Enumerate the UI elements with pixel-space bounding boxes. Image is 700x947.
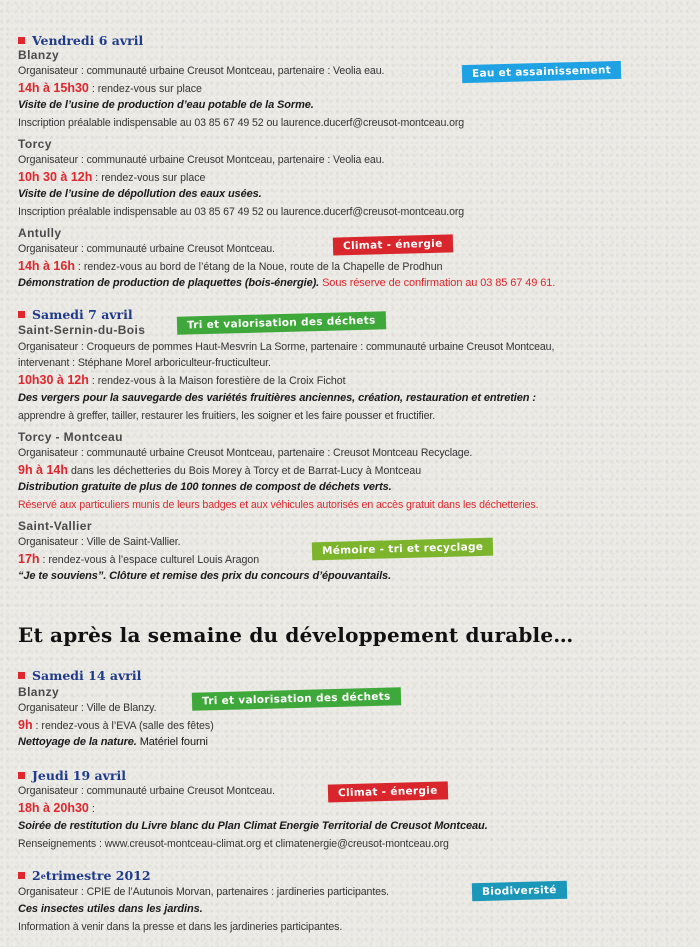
event-time: 10h 30 à 12h : rendez-vous sur place xyxy=(18,170,206,184)
page-title: Et après la semaine du développement durable… xyxy=(18,623,574,647)
event-time: 10h30 à 12h : rendez-vous à la Maison forestière de la Croix Fichot xyxy=(18,373,346,387)
event-organizer: Organisateur : communauté urbaine Creusot Montceau. xyxy=(18,785,275,797)
event-organizer: Organisateur : Croqueurs de pommes Haut-Mesvrin La Sorme, partenaire : communauté urbaine Creusot Montceau, xyxy=(18,341,555,353)
event-activity: Démonstration de production de plaquettes (bois-énergie). Sous réserve de confirmation au 03 85 67 49 61. xyxy=(18,277,556,289)
event-location: Saint-Vallier xyxy=(18,519,92,533)
bullet-square-icon xyxy=(18,672,25,679)
event-time: 18h à 20h30 : xyxy=(18,801,95,815)
event-intervenant: intervenant : Stéphane Morel arboriculteur-fructiculteur. xyxy=(18,357,271,369)
event-location: Blanzy xyxy=(18,685,60,699)
section-heading: Vendredi 6 avril xyxy=(18,33,143,48)
bullet-square-icon xyxy=(18,872,25,879)
event-activity: Distribution gratuite de plus de 100 tonnes de compost de déchets verts. xyxy=(18,481,392,493)
theme-tag: Tri et valorisation des déchets xyxy=(177,311,386,334)
event-organizer: Organisateur : Ville de Saint-Vallier. xyxy=(18,536,181,548)
event-time: 14h à 16h : rendez-vous au bord de l’étang de la Noue, route de la Chapelle de Prodhun xyxy=(18,259,443,273)
theme-tag: Biodiversité xyxy=(472,881,567,901)
event-note: Sous réserve de confirmation au 03 85 67 49 61. xyxy=(319,277,556,289)
event-info: Inscription préalable indispensable au 03 85 67 49 52 ou laurence.ducerf@creusot-montceau.org xyxy=(18,206,465,218)
event-activity: “Je te souviens”. Clôture et remise des prix du concours d’épouvantails. xyxy=(18,570,392,582)
event-activity-detail: apprendre à greffer, tailler, restaurer les fruitiers, les soigner et les faire pousser et fructifier. xyxy=(18,410,436,422)
event-location: Saint-Sernin-du-Bois xyxy=(18,323,146,337)
event-time: 9h : rendez-vous à l’EVA (salle des fêtes) xyxy=(18,718,214,732)
event-info: Renseignements : www.creusot-montceau-climat.org et climatenergie@creusot-montceau.org xyxy=(18,838,449,850)
theme-tag: Mémoire - tri et recyclage xyxy=(312,538,494,561)
section-heading: Samedi 7 avril xyxy=(18,307,133,322)
event-organizer: Organisateur : communauté urbaine Creusot Montceau. xyxy=(18,243,275,255)
event-location: Antully xyxy=(18,226,62,240)
event-location: Torcy - Montceau xyxy=(18,430,123,444)
section-heading: Jeudi 19 avril xyxy=(18,768,126,783)
event-organizer: Organisateur : communauté urbaine Creusot Montceau, partenaire : Creusot Montceau Recyclage. xyxy=(18,447,473,459)
event-activity: Nettoyage de la nature. Matériel fourni xyxy=(18,736,208,748)
event-activity: Visite de l’usine de production d’eau potable de la Sorme. xyxy=(18,99,314,111)
event-organizer: Organisateur : communauté urbaine Creusot Montceau, partenaire : Veolia eau. xyxy=(18,65,385,77)
theme-tag: Eau et assainissement xyxy=(462,61,621,83)
theme-tag: Climat - énergie xyxy=(333,234,453,255)
event-organizer: Organisateur : communauté urbaine Creusot Montceau, partenaire : Veolia eau. xyxy=(18,154,385,166)
event-location: Blanzy xyxy=(18,48,60,62)
bullet-square-icon xyxy=(18,37,25,44)
event-activity: Visite de l’usine de dépollution des eaux usées. xyxy=(18,188,262,200)
theme-tag: Climat - énergie xyxy=(328,781,448,802)
bullet-square-icon xyxy=(18,311,25,318)
event-organizer: Organisateur : Ville de Blanzy. xyxy=(18,702,157,714)
event-activity: Ces insectes utiles dans les jardins. xyxy=(18,903,203,915)
section-heading: Samedi 14 avril xyxy=(18,668,141,683)
event-location: Torcy xyxy=(18,137,52,151)
theme-tag: Tri et valorisation des déchets xyxy=(192,687,401,710)
event-note: Réservé aux particuliers munis de leurs badges et aux véhicules autorisés en accès gratuit dans les déchetteries. xyxy=(18,499,539,511)
event-time: 17h : rendez-vous à l’espace culturel Louis Aragon xyxy=(18,552,260,566)
event-time: 9h à 14h dans les déchetteries du Bois Morey à Torcy et de Barrat-Lucy à Montceau xyxy=(18,463,422,477)
section-heading: 2 e trimestre 2012 xyxy=(18,868,151,883)
event-info: Inscription préalable indispensable au 03 85 67 49 52 ou laurence.ducerf@creusot-montceau.org xyxy=(18,117,465,129)
event-info: Information à venir dans la presse et dans les jardineries participantes. xyxy=(18,921,343,933)
event-activity: Soirée de restitution du Livre blanc du Plan Climat Energie Territorial de Creusot Montceau. xyxy=(18,820,488,832)
event-organizer: Organisateur : CPIE de l’Autunois Morvan, partenaires : jardineries participantes. xyxy=(18,886,390,898)
bullet-square-icon xyxy=(18,772,25,779)
event-activity: Des vergers pour la sauvegarde des variétés fruitières anciennes, création, restauration et entretien : xyxy=(18,392,536,404)
event-time: 14h à 15h30 : rendez-vous sur place xyxy=(18,81,202,95)
